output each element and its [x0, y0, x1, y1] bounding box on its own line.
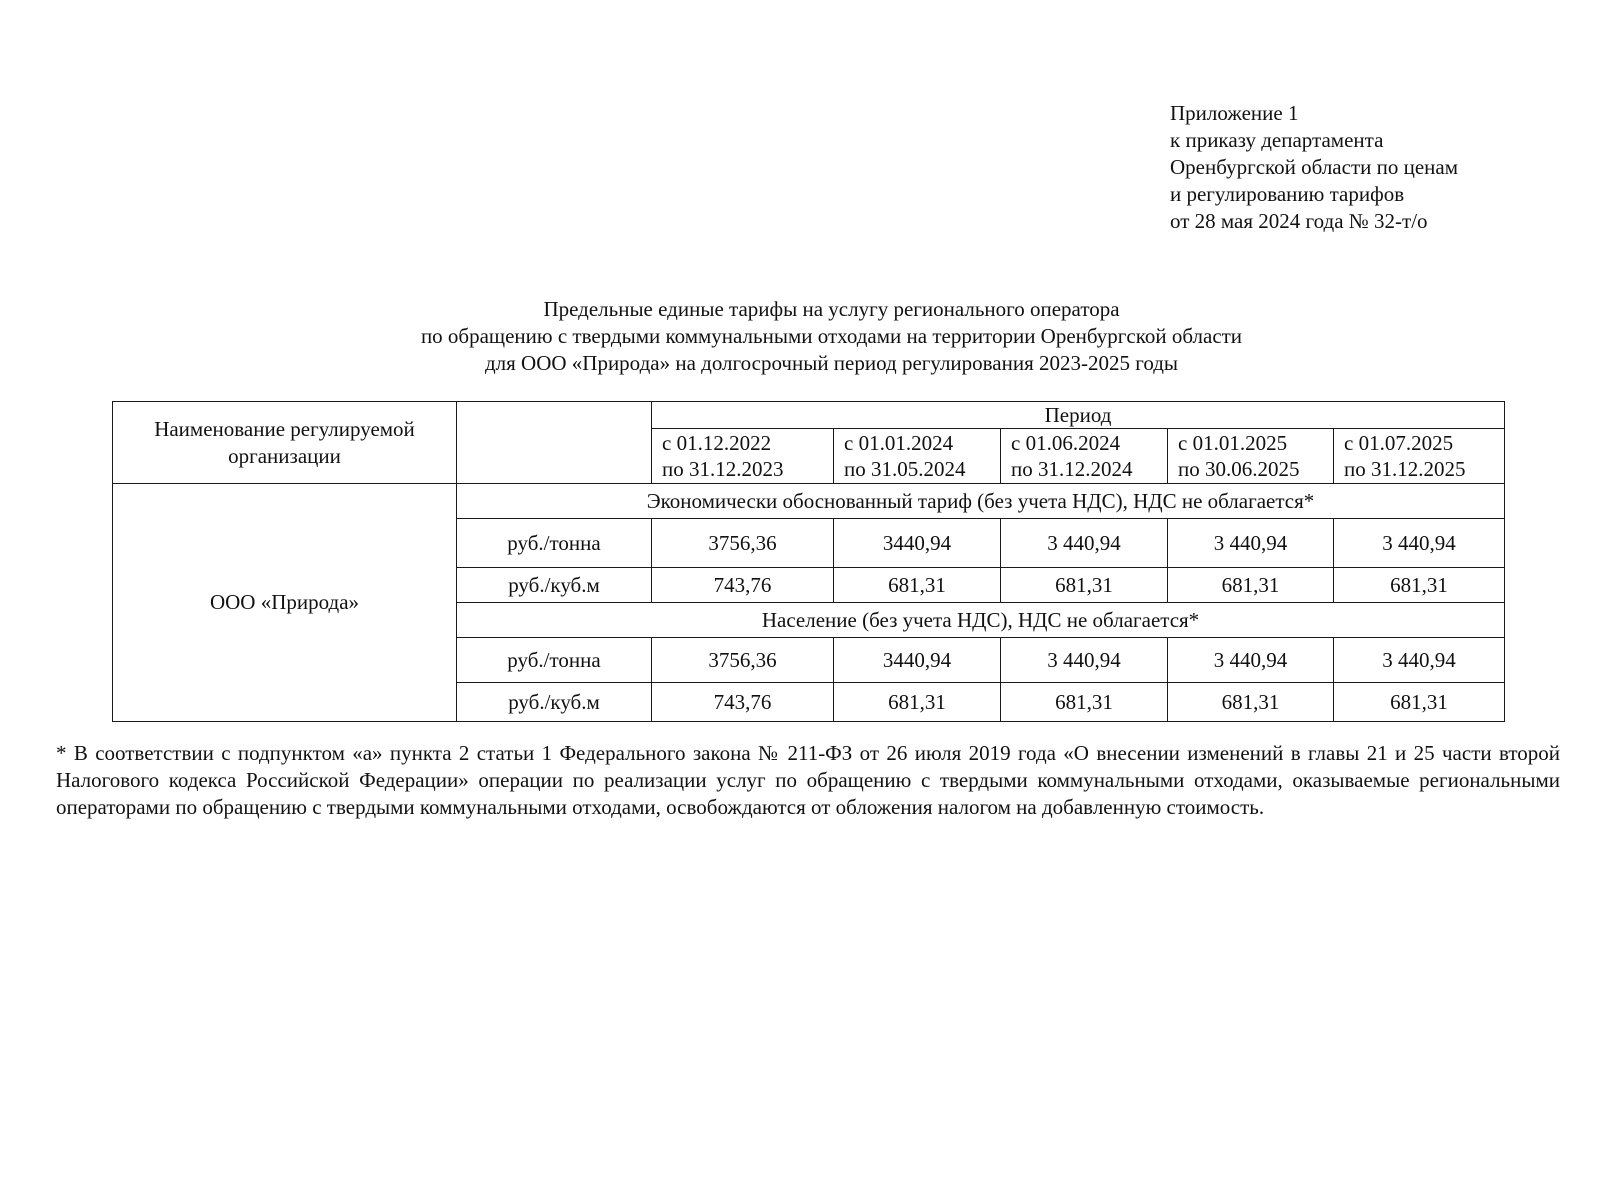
appendix-line: и регулированию тарифов — [1170, 182, 1405, 206]
appendix-line: Приложение 1 — [1170, 101, 1299, 125]
value-cell: 3 440,94 — [1168, 519, 1334, 568]
org-header-cell: Наименование регулируемой организации — [113, 402, 457, 484]
value-cell: 3756,36 — [652, 519, 834, 568]
period-from: с 01.12.2022 — [662, 431, 772, 455]
period-from: с 01.06.2024 — [1011, 431, 1121, 455]
value-cell: 3756,36 — [652, 638, 834, 683]
value-cell: 681,31 — [1334, 683, 1505, 722]
footnote: * В соответствии с подпунктом «а» пункта 2 статьи 1 Федерального закона № 211-ФЗ от 26 июля 2019 года «О внесении изменений в главы 21 и 25 части второй Налогового кодекса Российской Федерации» операции по реализации услуг по обращению с твердыми коммунальными отходами, оказываемые региональными операторами по обращению с твердыми коммунальными отходами, освобождаются от обложения налогом на добавленную стоимость. — [56, 741, 1560, 819]
document-title — [0, 296, 1623, 377]
unit-cell: руб./тонна — [457, 638, 652, 683]
period-to: по 31.12.2023 — [662, 457, 784, 481]
value-cell: 3 440,94 — [1334, 519, 1505, 568]
value-cell: 681,31 — [834, 568, 1001, 603]
appendix-line: Оренбургской области по ценам — [1170, 155, 1459, 179]
period-to: по 31.12.2025 — [1344, 457, 1466, 481]
period-header-cell: Период — [652, 402, 1505, 429]
title-line: для ООО «Природа» на долгосрочный период регулирования 2023-2025 годы — [484, 351, 1179, 375]
value-cell: 3 440,94 — [1001, 638, 1168, 683]
title-line: Предельные единые тарифы на услугу регионального оператора — [543, 297, 1120, 321]
tariff-table — [112, 401, 1505, 722]
period-from: с 01.01.2024 — [844, 431, 954, 455]
table-header-row — [113, 402, 1505, 429]
period-from: с 01.07.2025 — [1344, 431, 1454, 455]
period-cell — [1168, 429, 1334, 484]
value-cell: 681,31 — [1001, 683, 1168, 722]
period-cell — [1001, 429, 1168, 484]
organization-cell: ООО «Природа» — [113, 484, 457, 722]
period-to: по 31.12.2024 — [1011, 457, 1133, 481]
period-to: по 30.06.2025 — [1178, 457, 1300, 481]
unit-cell: руб./куб.м — [457, 568, 652, 603]
appendix-line: от 28 мая 2024 года № 32-т/о — [1170, 209, 1428, 233]
period-cell — [1334, 429, 1505, 484]
unit-cell: руб./куб.м — [457, 683, 652, 722]
section-row — [113, 484, 1505, 519]
value-cell: 681,31 — [1334, 568, 1505, 603]
period-cell — [834, 429, 1001, 484]
unit-cell: руб./тонна — [457, 519, 652, 568]
value-cell: 3440,94 — [834, 638, 1001, 683]
period-cell — [652, 429, 834, 484]
period-from: с 01.01.2025 — [1178, 431, 1288, 455]
value-cell: 3440,94 — [834, 519, 1001, 568]
unit-header-cell — [457, 402, 652, 484]
appendix-block — [1170, 100, 1458, 235]
period-to: по 31.05.2024 — [844, 457, 966, 481]
value-cell: 743,76 — [652, 683, 834, 722]
value-cell: 743,76 — [652, 568, 834, 603]
appendix-line: к приказу департамента — [1170, 128, 1384, 152]
value-cell: 3 440,94 — [1334, 638, 1505, 683]
section-title: Население (без учета НДС), НДС не облагается* — [457, 603, 1505, 638]
value-cell: 681,31 — [1168, 683, 1334, 722]
title-line: по обращению с твердыми коммунальными отходами на территории Оренбургской области — [420, 324, 1243, 348]
value-cell: 681,31 — [1168, 568, 1334, 603]
value-cell: 3 440,94 — [1001, 519, 1168, 568]
value-cell: 3 440,94 — [1168, 638, 1334, 683]
value-cell: 681,31 — [1001, 568, 1168, 603]
section-title: Экономически обоснованный тариф (без учета НДС), НДС не облагается* — [457, 484, 1505, 519]
value-cell: 681,31 — [834, 683, 1001, 722]
